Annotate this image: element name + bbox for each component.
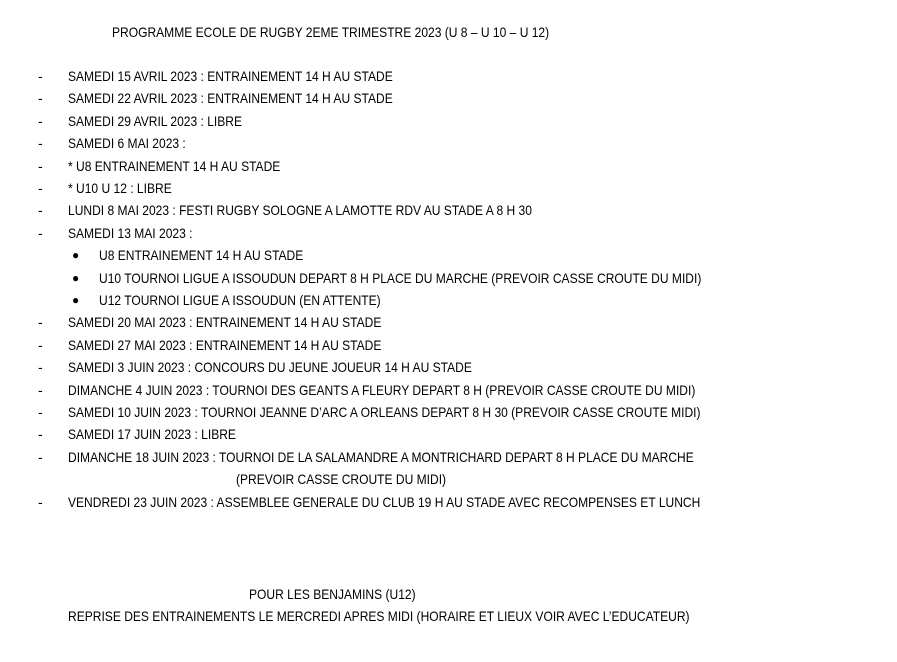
dash-marker-icon: - (38, 112, 43, 129)
dash-marker-icon: - (38, 448, 43, 465)
list-item (0, 199, 897, 221)
list-item-text: U12 TOURNOI LIGUE A ISSOUDUN (EN ATTENTE) (99, 292, 381, 308)
list-item (0, 110, 897, 132)
list-item-text: (PREVOIR CASSE CROUTE DU MIDI) (236, 471, 447, 488)
list-item (0, 334, 897, 356)
list-item-text: VENDREDI 23 JUIN 2023 : ASSEMBLEE GENERALE DU CLUB 19 H AU STADE AVEC RECOMPENSES ET LUNCH (68, 493, 701, 510)
footer-note: REPRISE DES ENTRAINEMENTS LE MERCREDI APRES MIDI (HORAIRE ET LIEUX VOIR AVEC L’EDUCATEUR) (68, 608, 690, 624)
dash-marker-icon: - (38, 404, 43, 420)
list-item-text: DIMANCHE 4 JUIN 2023 : TOURNOI DES GEANTS A FLEURY DEPART 8 H (PREVOIR CASSE CROUTE DU MIDI) (68, 381, 696, 398)
list-item-text: SAMEDI 20 MAI 2023 : ENTRAINEMENT 14 H AU STADE (68, 314, 382, 331)
list-item-text: SAMEDI 10 JUIN 2023 : TOURNOI JEANNE D’ARC A ORLEANS DEPART 8 H 30 (PREVOIR CASSE CROUTE MIDI) (68, 404, 701, 420)
bullet-icon: ● (72, 270, 80, 285)
list-item (0, 267, 897, 289)
dash-marker-icon: - (38, 314, 43, 331)
list-item-text: SAMEDI 6 MAI 2023 : (68, 135, 186, 152)
dash-marker-icon: - (38, 157, 43, 174)
list-item-text: SAMEDI 17 JUIN 2023 : LIBRE (68, 426, 236, 443)
list-item-text: SAMEDI 3 JUIN 2023 : CONCOURS DU JEUNE JOUEUR 14 H AU STADE (68, 359, 472, 376)
list-item (0, 311, 897, 333)
list-item-text: SAMEDI 15 AVRIL 2023 : ENTRAINEMENT 14 H AU STADE (68, 68, 393, 84)
dash-marker-icon: - (38, 180, 43, 196)
list-item (0, 87, 897, 109)
list-item (0, 401, 897, 423)
dash-marker-icon: - (38, 90, 43, 107)
list-item-text: SAMEDI 22 AVRIL 2023 : ENTRAINEMENT 14 H AU STADE (68, 90, 393, 107)
list-item (0, 155, 897, 177)
dash-marker-icon: - (38, 202, 43, 219)
dash-marker-icon: - (38, 381, 43, 398)
footer-heading: POUR LES BENJAMINS (U12) (249, 586, 416, 602)
list-item-text: * U10 U 12 : LIBRE (68, 180, 172, 196)
list-item-text: SAMEDI 13 MAI 2023 : (68, 224, 193, 241)
list-item-text: DIMANCHE 18 JUIN 2023 : TOURNOI DE LA SALAMANDRE A MONTRICHARD DEPART 8 H PLACE DU MARCHE (68, 448, 694, 465)
dash-marker-icon: - (38, 336, 43, 353)
list-item-text: SAMEDI 29 AVRIL 2023 : LIBRE (68, 112, 243, 129)
list-item (0, 289, 897, 311)
list-item (0, 446, 897, 468)
list-item (0, 132, 897, 154)
list-item-text: U10 TOURNOI LIGUE A ISSOUDUN DEPART 8 H PLACE DU MARCHE (PREVOIR CASSE CROUTE DU MIDI) (99, 269, 702, 286)
list-item (0, 491, 897, 513)
list-item-text: LUNDI 8 MAI 2023 : FESTI RUGBY SOLOGNE A LAMOTTE RDV AU STADE A 8 H 30 (68, 202, 532, 219)
dash-marker-icon: - (38, 224, 43, 241)
dash-marker-icon: - (38, 426, 43, 443)
dash-marker-icon: - (38, 359, 43, 376)
list-item (0, 356, 897, 378)
list-item (0, 177, 897, 199)
list-item (0, 65, 897, 87)
list-item-text: * U8 ENTRAINEMENT 14 H AU STADE (68, 157, 281, 174)
bullet-icon: ● (72, 248, 80, 263)
dash-marker-icon: - (38, 68, 43, 84)
list-item (0, 423, 897, 445)
dash-marker-icon: - (38, 135, 43, 152)
list-item-continuation (0, 468, 897, 490)
list-item-text: U8 ENTRAINEMENT 14 H AU STADE (99, 247, 304, 264)
document-title: PROGRAMME ECOLE DE RUGBY 2EME TRIMESTRE 2023 (U 8 – U 10 – U 12) (112, 24, 550, 40)
list-item (0, 222, 897, 244)
dash-marker-icon: - (38, 493, 43, 510)
list-item (0, 244, 897, 266)
bullet-icon: ● (72, 293, 80, 307)
list-item (0, 379, 897, 401)
list-item-text: SAMEDI 27 MAI 2023 : ENTRAINEMENT 14 H AU STADE (68, 336, 382, 353)
